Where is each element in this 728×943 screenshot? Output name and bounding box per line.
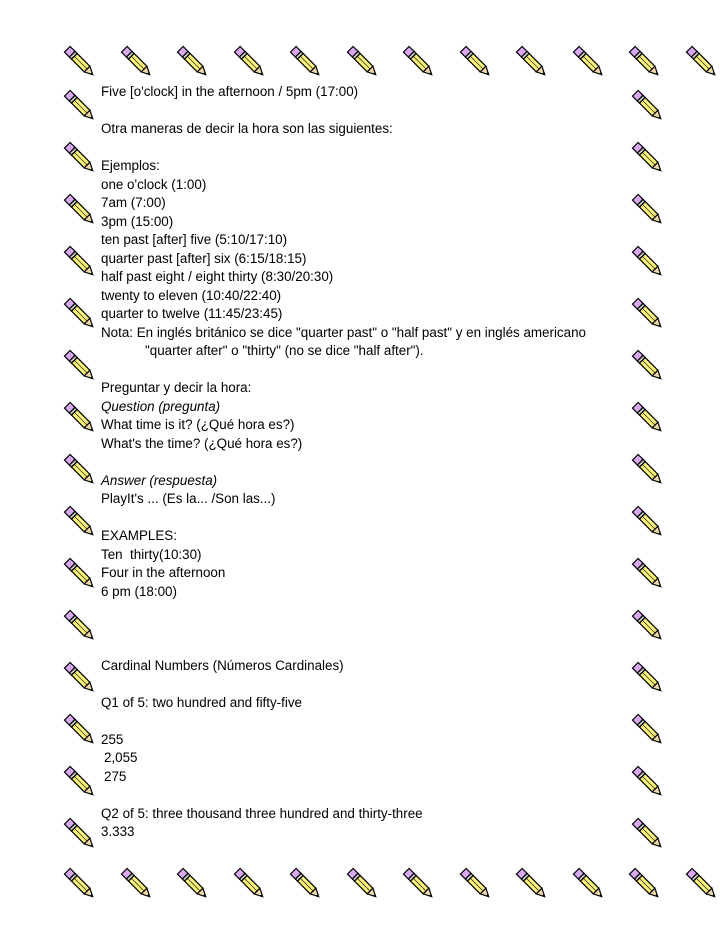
text-line: quarter past [after] six (6:15/18:15): [101, 250, 307, 266]
pencil-icon: [454, 862, 498, 906]
text-line: Ten thirty(10:30): [101, 546, 202, 562]
text-line: Ejemplos:: [101, 158, 160, 173]
pencil-icon: [58, 708, 102, 752]
pencil-icon: [567, 40, 611, 84]
text-line: Preguntar y decir la hora:: [101, 380, 252, 395]
text-line: Four in the afternoon: [101, 565, 226, 580]
text-line: twenty to eleven (10:40/22:40): [101, 287, 282, 303]
pencil-icon: [510, 40, 554, 84]
pencil-icon: [58, 760, 102, 804]
text-line: Nota: En inglés británico se dice "quarter past" o "half past" y en inglés americano: [101, 324, 586, 340]
text-line: 255: [101, 731, 124, 747]
pencil-icon: [341, 40, 385, 84]
text-line: 7am (7:00): [101, 195, 166, 210]
text-line: EXAMPLES:: [101, 528, 177, 543]
text-line: one o'clock (1:00): [101, 176, 207, 192]
pencil-icon: [397, 862, 441, 906]
blank-line: [101, 620, 641, 639]
document-body: [101, 83, 641, 842]
pencil-icon: [623, 40, 667, 84]
text-line: quarter to twelve (11:45/23:45): [101, 306, 283, 321]
text-line: Q1 of 5: two hundred and fifty-five: [101, 694, 302, 710]
pencil-icon: [454, 40, 498, 84]
pencil-icon: [397, 40, 441, 84]
pencil-icon: [58, 188, 102, 232]
blank-line: [101, 509, 641, 528]
pencil-icon: [228, 862, 272, 906]
pencil-icon: [567, 862, 611, 906]
text-line: Question (pregunta): [101, 398, 221, 414]
pencil-icon: [228, 40, 272, 84]
pencil-icon: [58, 396, 102, 440]
pencil-icon: [171, 40, 215, 84]
text-line: Answer (respuesta): [101, 472, 218, 488]
pencil-icon: [284, 40, 328, 84]
pencil-icon: [58, 448, 102, 492]
blank-line: [101, 139, 641, 158]
pencil-icon: [58, 136, 102, 180]
blank-line: [101, 786, 641, 805]
pencil-icon: [680, 40, 724, 84]
text-line: Q2 of 5: three thousand three hundred and thirty-three: [101, 805, 423, 821]
pencil-icon: [58, 344, 102, 388]
pencil-icon: [58, 862, 102, 906]
text-line: Otra maneras de decir la hora son las siguientes:: [101, 121, 393, 136]
text-line: 2,055: [104, 750, 138, 765]
text-line: Cardinal Numbers (Números Cardinales): [101, 657, 344, 673]
pencil-icon: [680, 862, 724, 906]
blank-line: [101, 102, 641, 121]
pencil-icon: [115, 40, 159, 84]
text-line: half past eight / eight thirty (8:30/20:30): [101, 269, 334, 284]
pencil-icon: [58, 240, 102, 284]
text-line: PlayIt's ... (Es la... /Son las...): [101, 491, 276, 506]
pencil-icon: [115, 862, 159, 906]
pencil-icon: [58, 292, 102, 336]
pencil-icon: [171, 862, 215, 906]
pencil-icon: [58, 84, 102, 128]
text-line: 3.333: [101, 824, 135, 839]
blank-line: [101, 675, 641, 694]
text-line: 275: [104, 768, 127, 784]
pencil-icon: [58, 552, 102, 596]
pencil-icon: [510, 862, 554, 906]
pencil-icon: [58, 812, 102, 856]
pencil-icon: [341, 862, 385, 906]
blank-line: [101, 361, 641, 380]
pencil-icon: [58, 40, 102, 84]
text-line: Five [o'clock] in the afternoon / 5pm (17:00): [101, 84, 359, 99]
pencil-icon: [284, 862, 328, 906]
blank-line: [101, 601, 641, 620]
text-line: ten past [after] five (5:10/17:10): [101, 232, 288, 247]
text-line: "quarter after" o "thirty" (no se dice "half after").: [145, 343, 424, 358]
pencil-icon: [623, 862, 667, 906]
text-line: What's the time? (¿Qué hora es?): [101, 435, 303, 451]
blank-line: [101, 453, 641, 472]
pencil-icon: [58, 656, 102, 700]
pencil-icon: [58, 500, 102, 544]
text-line: 3pm (15:00): [101, 213, 174, 229]
pencil-icon: [58, 604, 102, 648]
blank-line: [101, 712, 641, 731]
text-line: What time is it? (¿Qué hora es?): [101, 417, 295, 432]
text-line: 6 pm (18:00): [101, 583, 177, 599]
blank-line: [101, 638, 641, 657]
